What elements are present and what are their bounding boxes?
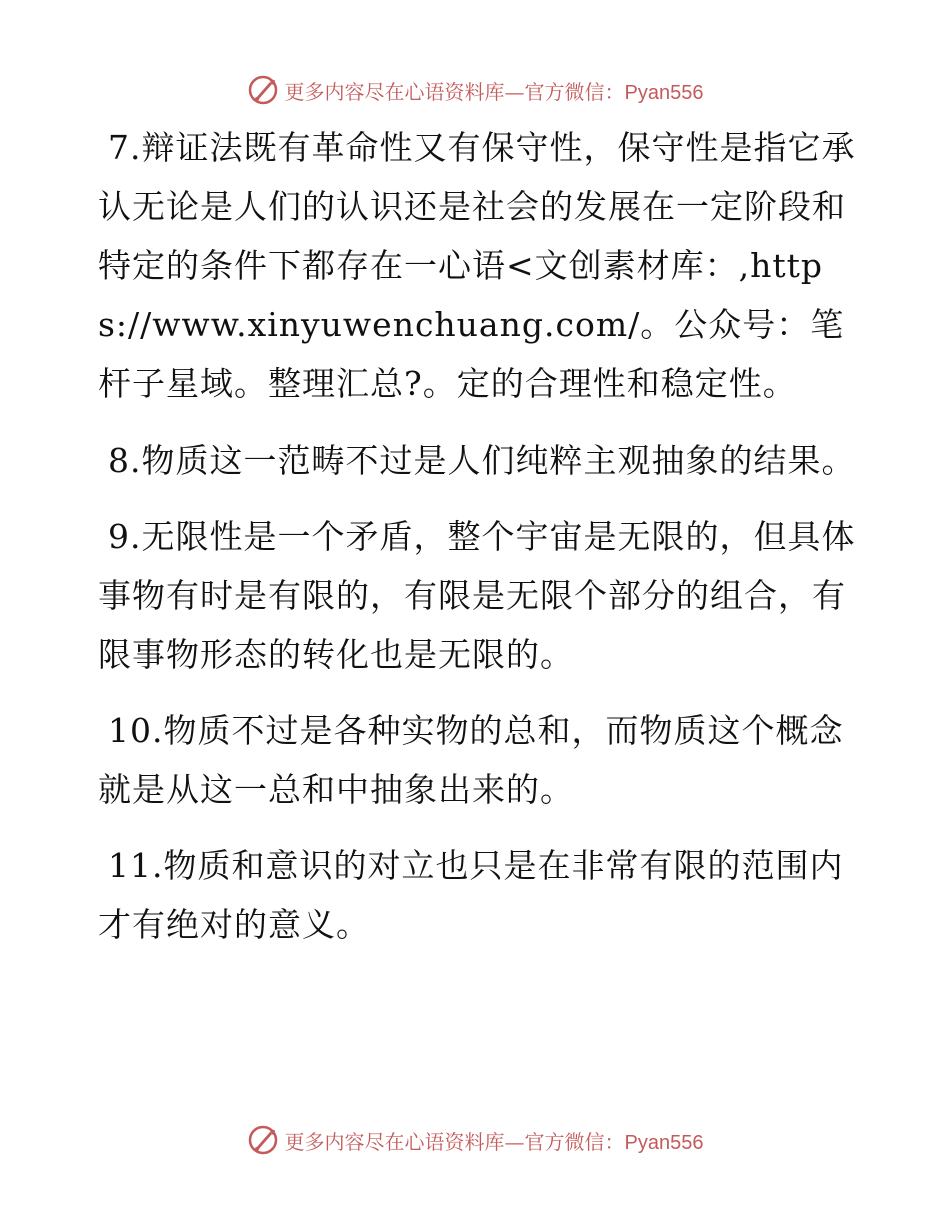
header-watermark (0, 70, 950, 110)
item-number: 8. (108, 441, 142, 480)
paragraph-item-8 (98, 431, 858, 490)
footer-watermark (0, 1120, 950, 1160)
paragraph-item-10 (98, 701, 858, 819)
item-number: 11. (108, 846, 164, 885)
quill-pen-logo-icon (247, 74, 279, 106)
paragraph-item-9 (98, 507, 858, 684)
item-text: 物质不过是各种实物的总和，而物质这个概念就是从这一总和中抽象出来的。 (98, 711, 844, 809)
watermark-text: 更多内容尽在心语资料库—官方微信：Pyan556 (284, 1129, 704, 1154)
wechat-id: Pyan556 (624, 81, 704, 104)
watermark-text: 更多内容尽在心语资料库—官方微信：Pyan556 (284, 79, 704, 104)
item-text: 辩证法既有革命性又有保守性，保守性是指它承认无论是人们的认识还是社会的发展在一定阶段和特定的条件下都存在一心语<文创素材库：,https://www.xinyuwenchuang.com/。公众号：笔杆子星域。整理汇总?。定的合理性和稳定性。 (98, 128, 856, 403)
paragraph-item-7 (98, 118, 858, 413)
quill-pen-logo-icon (247, 1124, 279, 1156)
wechat-id: Pyan556 (624, 1131, 704, 1154)
document-body (98, 118, 858, 971)
item-text: 物质这一范畴不过是人们纯粹主观抽象的结果。 (141, 441, 856, 480)
item-number: 9. (108, 517, 142, 556)
item-text: 物质和意识的对立也只是在非常有限的范围内才有绝对的意义。 (98, 846, 844, 944)
paragraph-item-11 (98, 836, 858, 954)
item-number: 10. (108, 711, 164, 750)
item-text: 无限性是一个矛盾，整个宇宙是无限的，但具体事物有时是有限的，有限是无限个部分的组合，有限事物形态的转化也是无限的。 (98, 517, 856, 674)
item-number: 7. (108, 128, 142, 167)
